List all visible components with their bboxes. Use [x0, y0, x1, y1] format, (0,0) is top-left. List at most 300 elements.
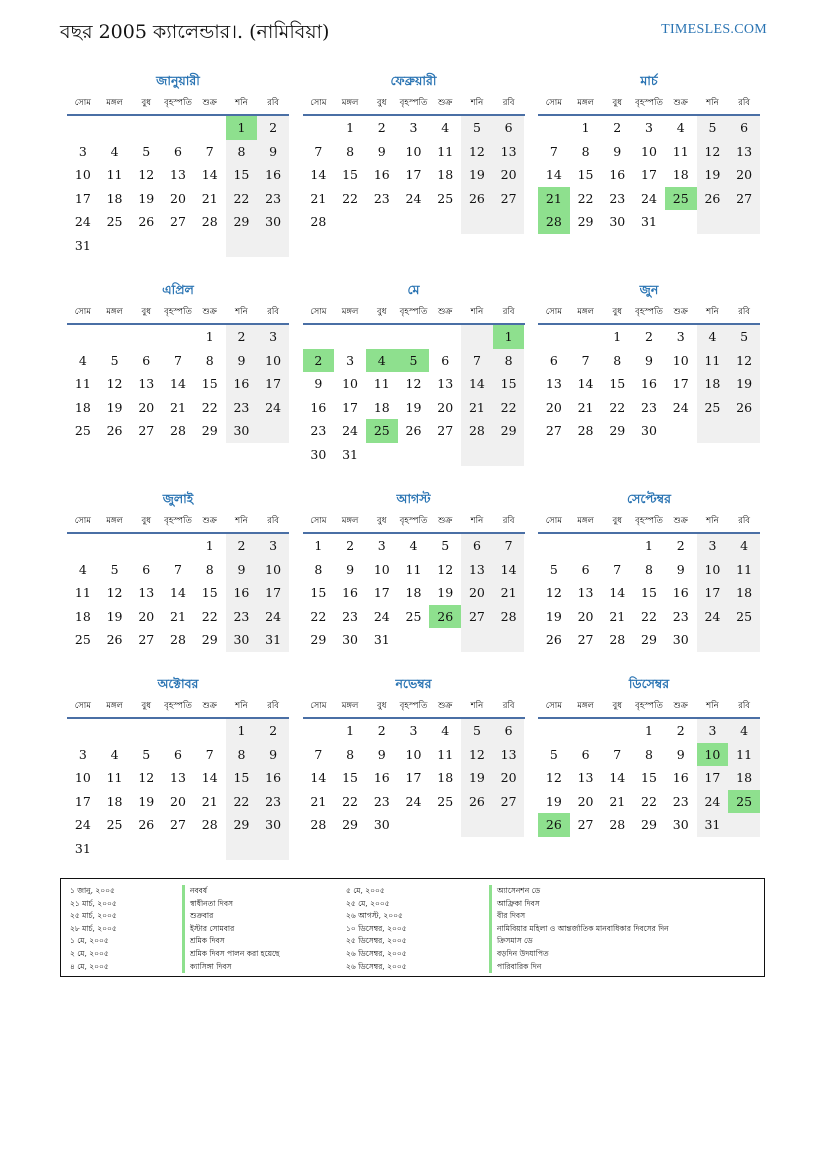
day-cell[interactable]: 21 [461, 396, 493, 420]
day-cell[interactable]: 13 [170, 167, 186, 182]
day-cell[interactable]: 25 [405, 608, 422, 624]
day-cell[interactable]: 5 [697, 116, 729, 140]
day-cell[interactable]: 19 [545, 793, 562, 809]
day-cell[interactable]: 15 [201, 585, 218, 600]
day-cell[interactable]: 9 [346, 561, 355, 577]
day-cell[interactable]: 26 [461, 790, 493, 814]
holiday-day-cell[interactable]: 25 [665, 187, 697, 211]
day-cell[interactable]: 20 [577, 608, 594, 624]
day-cell[interactable]: 7 [174, 352, 182, 368]
day-cell[interactable]: 5 [142, 746, 151, 762]
day-cell[interactable]: 30 [226, 419, 258, 443]
day-cell[interactable]: 22 [226, 187, 258, 211]
day-cell[interactable]: 28 [493, 605, 525, 629]
day-cell[interactable]: 11 [74, 585, 91, 600]
day-cell[interactable]: 29 [226, 210, 258, 234]
day-cell[interactable]: 26 [138, 817, 155, 832]
day-cell[interactable]: 11 [106, 770, 123, 785]
day-cell[interactable]: 24 [697, 605, 729, 629]
day-cell[interactable]: 30 [257, 210, 289, 234]
day-cell[interactable]: 4 [728, 719, 760, 743]
day-cell[interactable]: 30 [672, 632, 689, 647]
day-cell[interactable]: 13 [170, 770, 186, 785]
day-cell[interactable]: 2 [676, 538, 685, 553]
day-cell[interactable]: 28 [310, 214, 327, 229]
day-cell[interactable]: 10 [342, 376, 359, 391]
day-cell[interactable]: 15 [641, 585, 657, 600]
day-cell[interactable]: 1 [346, 723, 355, 738]
day-cell[interactable]: 7 [174, 561, 182, 577]
day-cell[interactable]: 3 [257, 325, 289, 349]
holiday-day-cell[interactable]: 1 [226, 116, 258, 140]
day-cell[interactable]: 13 [728, 140, 760, 164]
day-cell[interactable]: 27 [138, 423, 155, 438]
day-cell[interactable]: 13 [461, 558, 493, 582]
day-cell[interactable]: 12 [461, 140, 493, 164]
day-cell[interactable]: 23 [373, 190, 390, 206]
day-cell[interactable]: 14 [201, 167, 218, 182]
day-cell[interactable]: 7 [205, 143, 214, 159]
day-cell[interactable]: 8 [205, 561, 214, 577]
day-cell[interactable]: 2 [257, 719, 289, 743]
day-cell[interactable]: 27 [728, 187, 760, 211]
day-cell[interactable]: 10 [405, 143, 422, 159]
day-cell[interactable]: 14 [545, 167, 562, 182]
day-cell[interactable]: 26 [461, 187, 493, 211]
day-cell[interactable]: 27 [577, 632, 594, 647]
day-cell[interactable]: 17 [697, 581, 729, 605]
day-cell[interactable]: 24 [342, 423, 359, 438]
holiday-day-cell[interactable]: 28 [538, 210, 570, 234]
day-cell[interactable]: 13 [545, 376, 562, 391]
day-cell[interactable]: 27 [577, 817, 594, 832]
day-cell[interactable]: 5 [110, 352, 119, 368]
day-cell[interactable]: 23 [609, 190, 626, 206]
day-cell[interactable]: 11 [672, 143, 689, 159]
day-cell[interactable]: 15 [493, 372, 525, 396]
day-cell[interactable]: 27 [461, 605, 493, 629]
day-cell[interactable]: 14 [493, 558, 525, 582]
day-cell[interactable]: 27 [545, 423, 562, 438]
day-cell[interactable]: 29 [641, 632, 657, 647]
day-cell[interactable]: 28 [609, 632, 626, 647]
day-cell[interactable]: 14 [201, 770, 218, 785]
day-cell[interactable]: 6 [441, 352, 450, 368]
day-cell[interactable]: 1 [645, 538, 653, 553]
day-cell[interactable]: 2 [676, 723, 685, 738]
day-cell[interactable]: 27 [437, 423, 454, 438]
day-cell[interactable]: 20 [728, 163, 760, 187]
day-cell[interactable]: 20 [437, 399, 454, 415]
day-cell[interactable]: 16 [609, 167, 626, 182]
day-cell[interactable]: 20 [170, 190, 186, 206]
day-cell[interactable]: 31 [342, 446, 359, 462]
day-cell[interactable]: 20 [461, 581, 493, 605]
day-cell[interactable]: 28 [170, 632, 186, 647]
day-cell[interactable]: 22 [609, 399, 626, 415]
day-cell[interactable]: 3 [697, 534, 729, 558]
day-cell[interactable]: 23 [310, 423, 327, 438]
day-cell[interactable]: 10 [74, 167, 91, 182]
day-cell[interactable]: 27 [493, 187, 525, 211]
day-cell[interactable]: 4 [110, 746, 119, 762]
day-cell[interactable]: 5 [441, 538, 450, 553]
brand-link[interactable]: TIMESLES.COM [661, 22, 767, 37]
day-cell[interactable]: 23 [342, 608, 359, 624]
day-cell[interactable]: 4 [728, 534, 760, 558]
day-cell[interactable]: 29 [201, 423, 218, 438]
day-cell[interactable]: 13 [138, 376, 155, 391]
day-cell[interactable]: 19 [697, 163, 729, 187]
day-cell[interactable]: 10 [697, 558, 729, 582]
day-cell[interactable]: 2 [346, 538, 355, 553]
day-cell[interactable]: 18 [697, 372, 729, 396]
day-cell[interactable]: 26 [106, 423, 123, 438]
day-cell[interactable]: 11 [74, 376, 91, 391]
day-cell[interactable]: 11 [373, 376, 390, 391]
day-cell[interactable]: 1 [613, 329, 622, 344]
day-cell[interactable]: 18 [405, 585, 422, 600]
day-cell[interactable]: 21 [310, 793, 327, 809]
day-cell[interactable]: 18 [74, 399, 91, 415]
day-cell[interactable]: 21 [609, 608, 626, 624]
day-cell[interactable]: 8 [346, 143, 355, 159]
day-cell[interactable]: 26 [106, 632, 123, 647]
day-cell[interactable]: 30 [310, 446, 327, 462]
day-cell[interactable]: 16 [373, 167, 390, 182]
day-cell[interactable]: 18 [672, 167, 689, 182]
day-cell[interactable]: 22 [493, 396, 525, 420]
day-cell[interactable]: 24 [697, 790, 729, 814]
day-cell[interactable]: 3 [377, 538, 386, 553]
day-cell[interactable]: 24 [373, 608, 390, 624]
day-cell[interactable]: 19 [437, 585, 454, 600]
day-cell[interactable]: 1 [205, 329, 214, 344]
day-cell[interactable]: 8 [205, 352, 214, 368]
day-cell[interactable]: 6 [581, 746, 590, 762]
day-cell[interactable]: 14 [310, 770, 327, 785]
day-cell[interactable]: 20 [577, 793, 594, 809]
day-cell[interactable]: 28 [609, 817, 626, 832]
day-cell[interactable]: 6 [728, 116, 760, 140]
day-cell[interactable]: 8 [346, 746, 355, 762]
day-cell[interactable]: 1 [346, 120, 355, 135]
day-cell[interactable]: 17 [672, 376, 689, 391]
day-cell[interactable]: 17 [257, 581, 289, 605]
day-cell[interactable]: 30 [641, 423, 657, 438]
day-cell[interactable]: 7 [613, 746, 622, 762]
day-cell[interactable]: 17 [405, 167, 422, 182]
day-cell[interactable]: 23 [373, 793, 390, 809]
day-cell[interactable]: 4 [441, 723, 450, 738]
day-cell[interactable]: 25 [74, 632, 91, 647]
holiday-day-cell[interactable]: 21 [538, 187, 570, 211]
day-cell[interactable]: 6 [549, 352, 558, 368]
day-cell[interactable]: 13 [577, 585, 594, 600]
day-cell[interactable]: 2 [645, 329, 653, 344]
day-cell[interactable]: 7 [205, 746, 214, 762]
day-cell[interactable]: 13 [138, 585, 155, 600]
day-cell[interactable]: 25 [437, 190, 454, 206]
day-cell[interactable]: 8 [613, 352, 622, 368]
day-cell[interactable]: 11 [728, 558, 760, 582]
day-cell[interactable]: 16 [342, 585, 359, 600]
day-cell[interactable]: 24 [405, 793, 422, 809]
day-cell[interactable]: 6 [581, 561, 590, 577]
day-cell[interactable]: 15 [226, 766, 258, 790]
day-cell[interactable]: 16 [257, 163, 289, 187]
day-cell[interactable]: 29 [310, 632, 327, 647]
day-cell[interactable]: 8 [645, 746, 653, 762]
day-cell[interactable]: 30 [257, 813, 289, 837]
day-cell[interactable]: 12 [138, 770, 155, 785]
day-cell[interactable]: 16 [226, 581, 258, 605]
day-cell[interactable]: 13 [493, 743, 525, 767]
day-cell[interactable]: 28 [310, 817, 327, 832]
day-cell[interactable]: 23 [226, 396, 258, 420]
day-cell[interactable]: 1 [205, 538, 214, 553]
day-cell[interactable]: 12 [106, 376, 123, 391]
day-cell[interactable]: 30 [609, 214, 626, 229]
day-cell[interactable]: 20 [138, 399, 155, 415]
day-cell[interactable]: 30 [672, 817, 689, 832]
day-cell[interactable]: 15 [226, 163, 258, 187]
day-cell[interactable]: 6 [142, 352, 151, 368]
day-cell[interactable]: 18 [106, 190, 123, 206]
day-cell[interactable]: 11 [405, 561, 422, 577]
day-cell[interactable]: 7 [493, 534, 525, 558]
day-cell[interactable]: 2 [257, 116, 289, 140]
day-cell[interactable]: 8 [314, 561, 323, 577]
day-cell[interactable]: 30 [373, 817, 390, 832]
day-cell[interactable]: 5 [549, 746, 558, 762]
day-cell[interactable]: 23 [226, 605, 258, 629]
day-cell[interactable]: 9 [257, 743, 289, 767]
day-cell[interactable]: 6 [142, 561, 151, 577]
day-cell[interactable]: 12 [545, 770, 562, 785]
holiday-day-cell[interactable]: 25 [728, 790, 760, 814]
day-cell[interactable]: 5 [461, 116, 493, 140]
day-cell[interactable]: 23 [257, 187, 289, 211]
day-cell[interactable]: 6 [461, 534, 493, 558]
day-cell[interactable]: 5 [728, 325, 760, 349]
day-cell[interactable]: 1 [645, 723, 653, 738]
day-cell[interactable]: 13 [577, 770, 594, 785]
day-cell[interactable]: 31 [697, 813, 729, 837]
day-cell[interactable]: 8 [226, 743, 258, 767]
day-cell[interactable]: 25 [106, 214, 123, 229]
day-cell[interactable]: 22 [641, 793, 657, 809]
day-cell[interactable]: 21 [310, 190, 327, 206]
day-cell[interactable]: 28 [201, 817, 218, 832]
day-cell[interactable]: 17 [641, 167, 657, 182]
day-cell[interactable]: 8 [226, 140, 258, 164]
day-cell[interactable]: 7 [314, 143, 323, 159]
day-cell[interactable]: 21 [170, 608, 186, 624]
day-cell[interactable]: 4 [78, 352, 87, 368]
day-cell[interactable]: 29 [493, 419, 525, 443]
day-cell[interactable]: 5 [549, 561, 558, 577]
day-cell[interactable]: 29 [577, 214, 594, 229]
day-cell[interactable]: 18 [106, 793, 123, 809]
day-cell[interactable]: 21 [170, 399, 186, 415]
day-cell[interactable]: 14 [609, 770, 626, 785]
day-cell[interactable]: 20 [493, 766, 525, 790]
day-cell[interactable]: 16 [672, 770, 689, 785]
day-cell[interactable]: 17 [405, 770, 422, 785]
day-cell[interactable]: 16 [310, 399, 327, 415]
day-cell[interactable]: 16 [257, 766, 289, 790]
day-cell[interactable]: 9 [377, 143, 386, 159]
day-cell[interactable]: 10 [641, 143, 657, 159]
day-cell[interactable]: 15 [641, 770, 657, 785]
day-cell[interactable]: 16 [672, 585, 689, 600]
day-cell[interactable]: 20 [493, 163, 525, 187]
day-cell[interactable]: 22 [577, 190, 594, 206]
day-cell[interactable]: 14 [609, 585, 626, 600]
day-cell[interactable]: 18 [728, 581, 760, 605]
day-cell[interactable]: 9 [676, 746, 685, 762]
day-cell[interactable]: 10 [672, 352, 689, 368]
holiday-day-cell[interactable]: 2 [303, 349, 335, 373]
day-cell[interactable]: 6 [174, 143, 182, 159]
day-cell[interactable]: 13 [437, 376, 454, 391]
day-cell[interactable]: 17 [74, 793, 91, 809]
day-cell[interactable]: 21 [577, 399, 594, 415]
day-cell[interactable]: 3 [78, 143, 87, 159]
day-cell[interactable]: 2 [226, 325, 258, 349]
day-cell[interactable]: 22 [310, 608, 327, 624]
day-cell[interactable]: 5 [461, 719, 493, 743]
day-cell[interactable]: 22 [342, 190, 359, 206]
day-cell[interactable]: 22 [201, 399, 218, 415]
day-cell[interactable]: 21 [609, 793, 626, 809]
day-cell[interactable]: 9 [613, 143, 622, 159]
day-cell[interactable]: 25 [437, 793, 454, 809]
day-cell[interactable]: 26 [405, 423, 422, 438]
day-cell[interactable]: 22 [201, 608, 218, 624]
day-cell[interactable]: 2 [377, 723, 386, 738]
day-cell[interactable]: 18 [373, 399, 390, 415]
day-cell[interactable]: 13 [493, 140, 525, 164]
day-cell[interactable]: 10 [373, 561, 390, 577]
holiday-day-cell[interactable]: 1 [493, 325, 525, 349]
day-cell[interactable]: 22 [342, 793, 359, 809]
day-cell[interactable]: 6 [174, 746, 182, 762]
day-cell[interactable]: 3 [346, 352, 355, 368]
day-cell[interactable]: 19 [405, 399, 422, 415]
day-cell[interactable]: 25 [74, 423, 91, 438]
day-cell[interactable]: 23 [641, 399, 657, 415]
day-cell[interactable]: 9 [226, 349, 258, 373]
day-cell[interactable]: 31 [257, 628, 289, 652]
day-cell[interactable]: 11 [697, 349, 729, 373]
day-cell[interactable]: 4 [676, 120, 685, 135]
day-cell[interactable]: 12 [545, 585, 562, 600]
day-cell[interactable]: 4 [409, 538, 418, 553]
day-cell[interactable]: 10 [74, 770, 91, 785]
day-cell[interactable]: 29 [609, 423, 626, 438]
day-cell[interactable]: 19 [138, 190, 155, 206]
day-cell[interactable]: 30 [342, 632, 359, 647]
day-cell[interactable]: 26 [697, 187, 729, 211]
day-cell[interactable]: 9 [226, 558, 258, 582]
day-cell[interactable]: 15 [342, 770, 359, 785]
day-cell[interactable]: 27 [170, 214, 186, 229]
day-cell[interactable]: 15 [342, 167, 359, 182]
day-cell[interactable]: 15 [577, 167, 594, 182]
day-cell[interactable]: 19 [106, 399, 123, 415]
holiday-day-cell[interactable]: 5 [398, 349, 430, 373]
day-cell[interactable]: 29 [342, 817, 359, 832]
day-cell[interactable]: 24 [641, 190, 657, 206]
day-cell[interactable]: 29 [226, 813, 258, 837]
day-cell[interactable]: 19 [138, 793, 155, 809]
day-cell[interactable]: 27 [170, 817, 186, 832]
day-cell[interactable]: 16 [641, 376, 657, 391]
day-cell[interactable]: 26 [728, 396, 760, 420]
day-cell[interactable]: 17 [257, 372, 289, 396]
day-cell[interactable]: 23 [257, 790, 289, 814]
day-cell[interactable]: 15 [609, 376, 626, 391]
day-cell[interactable]: 21 [201, 793, 218, 809]
day-cell[interactable]: 11 [437, 746, 454, 762]
day-cell[interactable]: 3 [409, 723, 418, 738]
day-cell[interactable]: 17 [342, 399, 359, 415]
day-cell[interactable]: 25 [106, 817, 123, 832]
day-cell[interactable]: 12 [437, 561, 454, 577]
day-cell[interactable]: 14 [170, 585, 186, 600]
day-cell[interactable]: 24 [257, 605, 289, 629]
day-cell[interactable]: 7 [314, 746, 323, 762]
day-cell[interactable]: 22 [641, 608, 657, 624]
day-cell[interactable]: 12 [461, 743, 493, 767]
day-cell[interactable]: 18 [728, 766, 760, 790]
day-cell[interactable]: 30 [226, 628, 258, 652]
day-cell[interactable]: 11 [437, 143, 454, 159]
day-cell[interactable]: 15 [201, 376, 218, 391]
day-cell[interactable]: 14 [310, 167, 327, 182]
day-cell[interactable]: 4 [78, 561, 87, 577]
day-cell[interactable]: 2 [377, 120, 386, 135]
day-cell[interactable]: 9 [257, 140, 289, 164]
holiday-day-cell[interactable]: 4 [366, 349, 398, 373]
day-cell[interactable]: 6 [493, 116, 525, 140]
day-cell[interactable]: 28 [577, 423, 594, 438]
day-cell[interactable]: 5 [110, 561, 119, 577]
day-cell[interactable]: 19 [106, 608, 123, 624]
day-cell[interactable]: 18 [74, 608, 91, 624]
day-cell[interactable]: 31 [74, 840, 91, 856]
day-cell[interactable]: 1 [581, 120, 590, 135]
day-cell[interactable]: 20 [545, 399, 562, 415]
day-cell[interactable]: 23 [672, 793, 689, 809]
day-cell[interactable]: 2 [226, 534, 258, 558]
day-cell[interactable]: 14 [170, 376, 186, 391]
day-cell[interactable]: 8 [645, 561, 653, 577]
day-cell[interactable]: 26 [545, 632, 562, 647]
day-cell[interactable]: 19 [461, 766, 493, 790]
day-cell[interactable]: 3 [676, 329, 685, 344]
day-cell[interactable]: 18 [437, 770, 454, 785]
day-cell[interactable]: 16 [373, 770, 390, 785]
day-cell[interactable]: 25 [728, 605, 760, 629]
day-cell[interactable]: 31 [373, 632, 390, 647]
day-cell[interactable]: 10 [257, 349, 289, 373]
day-cell[interactable]: 4 [697, 325, 729, 349]
day-cell[interactable]: 12 [106, 585, 123, 600]
holiday-day-cell[interactable]: 10 [697, 743, 729, 767]
